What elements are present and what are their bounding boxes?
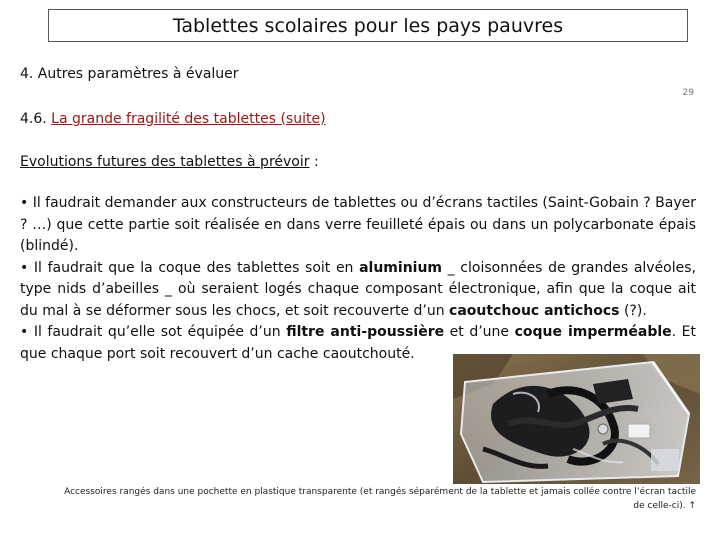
bullet-text: _ cloisonnées de grandes alvéoles, type nids d’abeilles _ où seraient logés chaque composant électronique, afin que la coque ait du mal à se déformer sous les chocs, et soit recouverte d’un xyxy=(20,259,696,319)
subsection-number: 4.6. xyxy=(20,111,47,127)
bullet-text: • Il faudrait qu’elle sot équipée d’un xyxy=(20,324,287,340)
bullet-text: • Il faudrait demander aux constructeurs de tablettes ou d’écrans tactiles (Saint-Gobain ? Bayer ? …) que cette partie soit réalisée en dans verre feuilleté épais ou dans un polycarbonate épais (blindé). xyxy=(20,195,696,254)
subsection-title: La grande fragilité des tablettes (suite) xyxy=(51,111,326,127)
bullet-text: • Il faudrait que la coque des tablettes soit en xyxy=(20,259,360,276)
bullet-text: . Et que chaque port soit recouvert d’un cache caoutchouté. xyxy=(20,324,696,362)
bullet-list xyxy=(20,193,696,365)
section-heading: 4. Autres paramètres à évaluer xyxy=(20,66,239,82)
evolutions-label: Evolutions futures des tablettes à prévoir xyxy=(20,154,310,170)
bullet-text: (?). xyxy=(619,302,647,319)
accessories-photo-illustration xyxy=(453,354,700,484)
bullet-item xyxy=(20,193,696,258)
bullet-text: et d’une xyxy=(444,324,515,340)
evolutions-heading xyxy=(20,154,319,170)
subsection-heading xyxy=(20,111,326,127)
bullet-emphasis: aluminium xyxy=(359,259,443,276)
accessories-photo xyxy=(453,354,700,484)
photo-caption: Accessoires rangés dans une pochette en plastique transparente (et rangés séparément de la tablette et jamais collée contre l’écran tactile de celle-ci). ↑ xyxy=(64,487,696,511)
slide-title-box xyxy=(48,9,688,42)
page-number: 29 xyxy=(682,88,694,98)
bullet-emphasis: caoutchouc antichocs xyxy=(449,302,620,319)
bullet-emphasis: filtre anti-poussière xyxy=(286,324,445,340)
bullet-emphasis: coque imperméable xyxy=(514,324,672,340)
evolutions-suffix: : xyxy=(309,154,319,170)
bullet-item xyxy=(20,258,696,323)
slide-title: Tablettes scolaires pour les pays pauvres xyxy=(172,14,564,37)
